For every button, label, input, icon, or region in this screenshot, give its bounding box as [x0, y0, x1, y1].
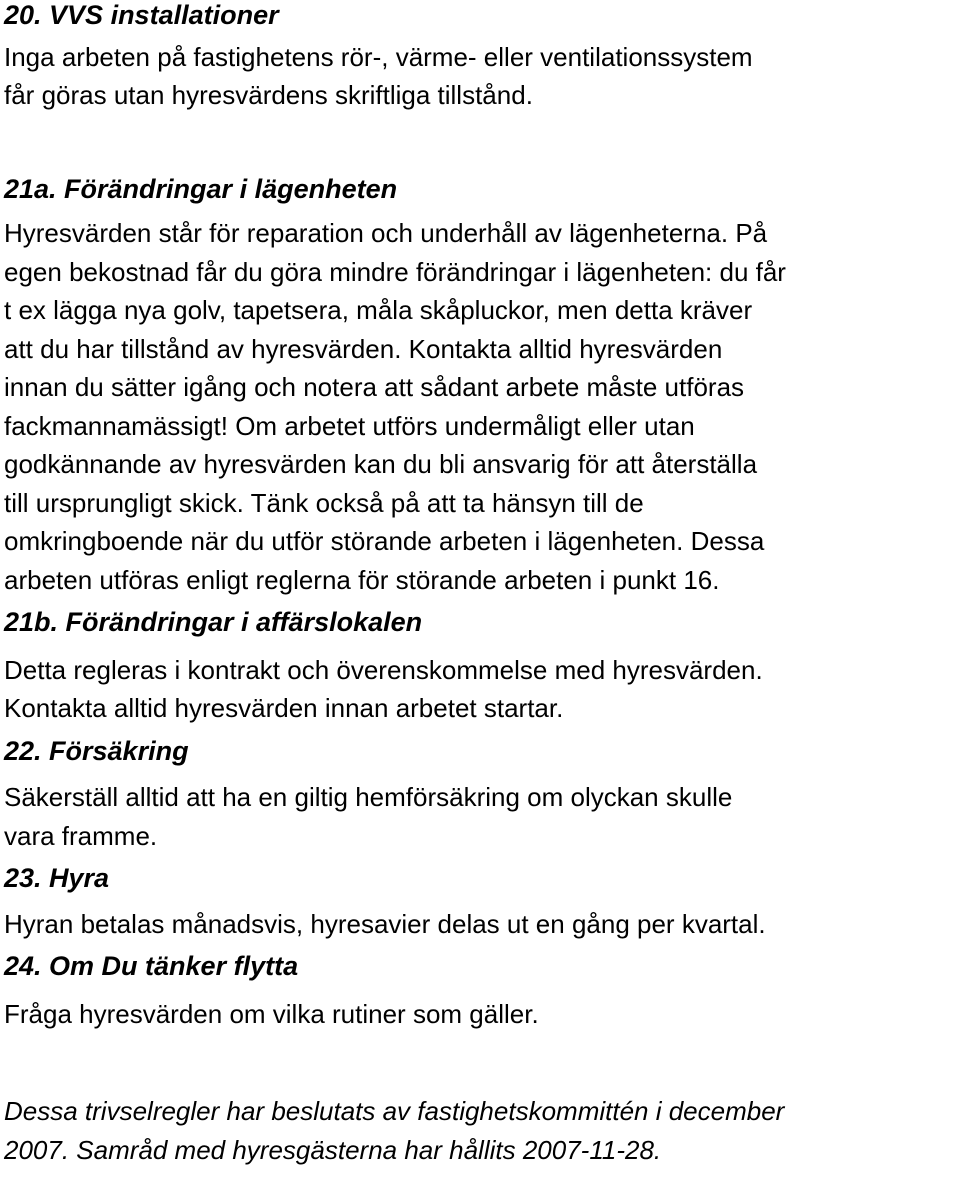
- document-page: [4, 0, 956, 1169]
- body-line: innan du sätter igång och notera att sådant arbete måste utföras: [4, 372, 745, 402]
- body-line: omkringboende när du utför störande arbeten i lägenheten. Dessa: [4, 526, 765, 556]
- body-line: Inga arbeten på fastighetens rör-, värme- eller ventilationssystem: [4, 41, 753, 72]
- section-title: 23. Hyra: [4, 863, 110, 893]
- section-body: [4, 778, 956, 855]
- section-body: [4, 651, 956, 728]
- body-line: Kontakta alltid hyresvärden innan arbetet startar.: [4, 693, 564, 723]
- section-body: [4, 995, 956, 1034]
- section-title: 22. Försäkring: [4, 735, 189, 766]
- body-line: Hyran betalas månadsvis, hyresavier delas ut en gång per kvartal.: [4, 908, 766, 939]
- body-line: till ursprungligt skick. Tänk också på att ta hänsyn till de: [4, 487, 644, 518]
- body-line: att du har tillstånd av hyresvärden. Kontakta alltid hyresvärden: [4, 333, 723, 364]
- section-title: 24. Om Du tänker flytta: [4, 951, 299, 981]
- footer-note: [4, 1092, 956, 1169]
- body-line: får göras utan hyresvärdens skriftliga tillstånd.: [4, 80, 533, 110]
- section-body: [4, 38, 956, 115]
- section-title: 21a. Förändringar i lägenheten: [4, 173, 398, 204]
- section-title: 21b. Förändringar i affärslokalen: [4, 607, 423, 637]
- body-line: vara framme.: [4, 820, 158, 851]
- body-line: Fråga hyresvärden om vilka rutiner som gäller.: [4, 998, 539, 1029]
- footer-line: Dessa trivselregler har beslutats av fastighetskommittén i december: [4, 1096, 785, 1126]
- body-line: arbeten utföras enligt reglerna för störande arbeten i punkt 16.: [4, 564, 720, 595]
- footer-line: 2007. Samråd med hyresgästerna har hållits 2007-11-28.: [4, 1134, 662, 1165]
- body-line: Hyresvärden står för reparation och underhåll av lägenheterna. På: [4, 218, 768, 248]
- body-line: godkännande av hyresvärden kan du bli ansvarig för att återställa: [4, 449, 758, 479]
- section-title: 20. VVS installationer: [4, 0, 279, 30]
- body-line: egen bekostnad får du göra mindre förändringar i lägenheten: du får: [4, 256, 786, 287]
- body-line: Detta regleras i kontrakt och överenskommelse med hyresvärden.: [4, 654, 763, 685]
- section-body: [4, 905, 956, 944]
- section-body: [4, 214, 956, 599]
- body-line: Säkerställ alltid att ha en giltig hemförsäkring om olyckan skulle: [4, 782, 733, 812]
- body-line: t ex lägga nya golv, tapetsera, måla skåpluckor, men detta kräver: [4, 295, 753, 325]
- body-line: fackmannamässigt! Om arbetet utförs undermåligt eller utan: [4, 410, 695, 441]
